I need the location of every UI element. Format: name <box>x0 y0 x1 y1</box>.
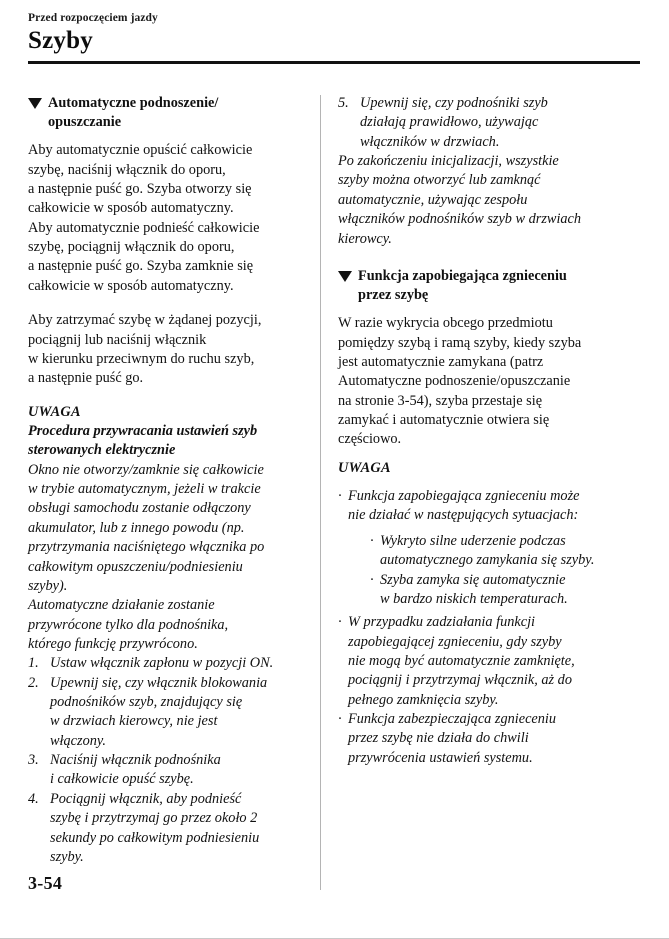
text-line: Aby zatrzymać szybę w żądanej pozycji, <box>28 312 262 329</box>
list-item <box>338 94 618 152</box>
text-line: włączników w drzwiach. <box>360 133 500 150</box>
text-line: częściowo. <box>338 431 402 448</box>
text-line: Upewnij się, czy włącznik blokowania <box>50 674 268 691</box>
header-eyebrow: Przed rozpoczęciem jazdy <box>28 12 158 24</box>
text-line: pełnego zamknięcia szyby. <box>348 691 499 708</box>
page-header <box>28 12 640 55</box>
text-line: całkowicie w sposób automatyczny. <box>28 277 234 294</box>
text-line: sekundy po całkowitym podniesieniu <box>50 829 260 846</box>
page-title: Szyby <box>28 26 93 54</box>
text-line: w bardzo niskich temperaturach. <box>380 590 568 607</box>
text-line: Po zakończeniu inicjalizacji, wszystkie <box>338 153 559 170</box>
note-label-uwaga-right: UWAGA <box>338 459 391 476</box>
list-item <box>28 751 300 790</box>
section-heading-anti-pinch <box>338 267 618 305</box>
text-line: a następnie puść go. Szyba otworzy się <box>28 181 252 198</box>
list-item <box>338 487 618 613</box>
text-line: przez szybę nie działa do chwili <box>348 730 529 747</box>
text-line: przywrócenia ustawień systemu. <box>348 749 533 766</box>
list-item <box>28 790 300 867</box>
section-heading-line-1: Funkcja zapobiegająca zgnieceniu <box>358 267 567 284</box>
text-line: automatycznie, używając zespołu <box>338 191 528 208</box>
paragraph-stop-window <box>28 311 300 388</box>
text-line: szyby można otworzyć lub zamknąć <box>338 172 541 189</box>
text-line: a następnie puść go. Szyba zamknie się <box>28 258 254 275</box>
text-line: całkowitym opuszczeniu/podniesieniu <box>28 558 243 575</box>
step-number: 5. <box>338 95 349 111</box>
section-heading-line-2: przez szybę <box>358 287 429 304</box>
text-line: Upewnij się, czy podnośniki szyb <box>360 95 548 111</box>
text-line: przytrzymania naciśniętego włącznika po <box>28 539 265 556</box>
text-line: na stronie 3-54), szyba przestaje się <box>338 392 543 409</box>
column-divider <box>320 95 321 890</box>
anti-pinch-notes <box>338 487 618 768</box>
right-column <box>338 94 618 768</box>
text-line: podnośników szyb, znajdujący się <box>50 694 243 711</box>
text-line: w drzwiach kierowcy, nie jest <box>50 713 218 730</box>
text-line: włączony. <box>50 732 106 749</box>
triangle-down-icon <box>28 98 42 109</box>
text-line: Szyba zamyka się automatycznie <box>380 571 566 588</box>
list-item <box>28 674 300 751</box>
text-line: włączników podnośników szyb w drzwiach <box>338 211 582 228</box>
text-line: nie działać w następujących sytuacjach: <box>348 507 579 524</box>
list-item <box>370 571 618 610</box>
text-line: działają prawidłowo, używając <box>360 114 539 131</box>
restore-procedure-steps <box>28 654 300 867</box>
anti-pinch-sub-notes <box>348 532 618 609</box>
spacer <box>338 249 618 267</box>
text-line: którego funkcję przywrócono. <box>28 635 198 652</box>
middot-bullet-icon: · <box>370 532 374 549</box>
text-line: Pociągnij włącznik, aby podnieść <box>50 790 242 807</box>
step-number: 2. <box>28 674 39 691</box>
text-line: zapobiegającej zgnieceniu, gdy szyby <box>348 633 562 650</box>
text-line: a następnie puść go. <box>28 370 144 387</box>
note-body-left <box>28 461 300 655</box>
text-line: jest automatycznie zamykana (patrz <box>338 353 544 370</box>
text-line: szyby. <box>50 848 84 865</box>
step-number: 3. <box>28 752 39 769</box>
step-number: 1. <box>28 655 39 672</box>
triangle-down-icon <box>338 271 352 282</box>
text-line: Aby automatycznie opuścić całkowicie <box>28 142 253 159</box>
text-line: Procedura przywracania ustawień szyb <box>28 422 258 439</box>
middot-bullet-icon: · <box>338 614 342 631</box>
text-line: obsługi samochodu zostanie odłączony <box>28 500 251 517</box>
section-heading-line-2: opuszczanie <box>48 114 122 131</box>
header-rule <box>28 61 640 64</box>
text-line: w trybie automatycznym, jeżeli w trakcie <box>28 481 261 498</box>
middot-bullet-icon: · <box>338 711 342 728</box>
spacer <box>28 389 300 403</box>
text-line: akumulator, lub z innego powodu (np. <box>28 519 245 536</box>
text-line: Naciśnij włącznik podnośnika <box>50 752 221 769</box>
text-line: szybę, naciśnij włącznik do oporu, <box>28 161 226 178</box>
text-line: W razie wykrycia obcego przedmiotu <box>338 315 553 332</box>
text-line: Funkcja zabezpieczająca zgnieceniu <box>348 711 557 728</box>
text-line: nie mogą być automatycznie zamknięte, <box>348 652 575 669</box>
step-number: 4. <box>28 790 39 807</box>
note-label-uwaga-left: UWAGA <box>28 403 81 420</box>
middot-bullet-icon: · <box>338 488 342 505</box>
list-item <box>338 613 618 710</box>
text-line: zamykać i automatycznie otwiera się <box>338 411 550 428</box>
section-heading-auto-updown <box>28 94 300 132</box>
text-line: przywrócone tylko dla podnośnika, <box>28 616 229 633</box>
text-line: Ustaw włącznik zapłonu w pozycji ON. <box>50 655 274 672</box>
text-line: całkowicie w sposób automatyczny. <box>28 200 234 217</box>
text-line: kierowcy. <box>338 230 392 247</box>
page-number: 3-54 <box>28 873 63 893</box>
list-item <box>28 654 300 673</box>
text-line: Automatyczne działanie zostanie <box>28 597 215 614</box>
paragraph-after-initialization <box>338 152 618 249</box>
paragraph-anti-pinch-description <box>338 314 618 450</box>
text-line: automatycznego zamykania się szyby. <box>380 552 595 569</box>
text-line: i całkowicie opuść szybę. <box>50 771 194 788</box>
text-line: sterowanych elektrycznie <box>28 442 176 459</box>
restore-procedure-steps-continued <box>338 94 618 152</box>
text-line: Aby automatycznie podnieść całkowicie <box>28 219 260 236</box>
text-line: w kierunku przeciwnym do ruchu szyb, <box>28 350 255 367</box>
note-subtitle-left <box>28 422 300 461</box>
text-line: pociągnij i przytrzymaj włącznik, aż do <box>348 672 572 689</box>
list-item <box>370 532 618 571</box>
text-line: szybę i przytrzymaj go przez około 2 <box>50 810 258 827</box>
spacer <box>338 450 618 459</box>
text-line: Funkcja zapobiegająca zgnieceniu może <box>348 488 580 505</box>
text-line: pociągnij lub naciśnij włącznik <box>28 331 207 348</box>
text-line: Automatyczne podnoszenie/opuszczanie <box>338 373 571 390</box>
left-column <box>28 94 300 867</box>
text-line: Okno nie otworzy/zamknie się całkowicie <box>28 461 264 478</box>
middot-bullet-icon: · <box>370 571 374 588</box>
list-item <box>338 710 618 768</box>
text-line: szyby). <box>28 577 68 594</box>
text-line: W przypadku zadziałania funkcji <box>348 614 536 631</box>
section-heading-line-1: Automatyczne podnoszenie/ <box>48 95 219 111</box>
paragraph-auto-operation <box>28 141 300 296</box>
text-line: szybę, pociągnij włącznik do oporu, <box>28 239 235 256</box>
text-line: pomiędzy szybą i ramą szyby, kiedy szyba <box>338 334 582 351</box>
spacer <box>338 478 618 487</box>
text-line: Wykryto silne uderzenie podczas <box>380 532 566 549</box>
